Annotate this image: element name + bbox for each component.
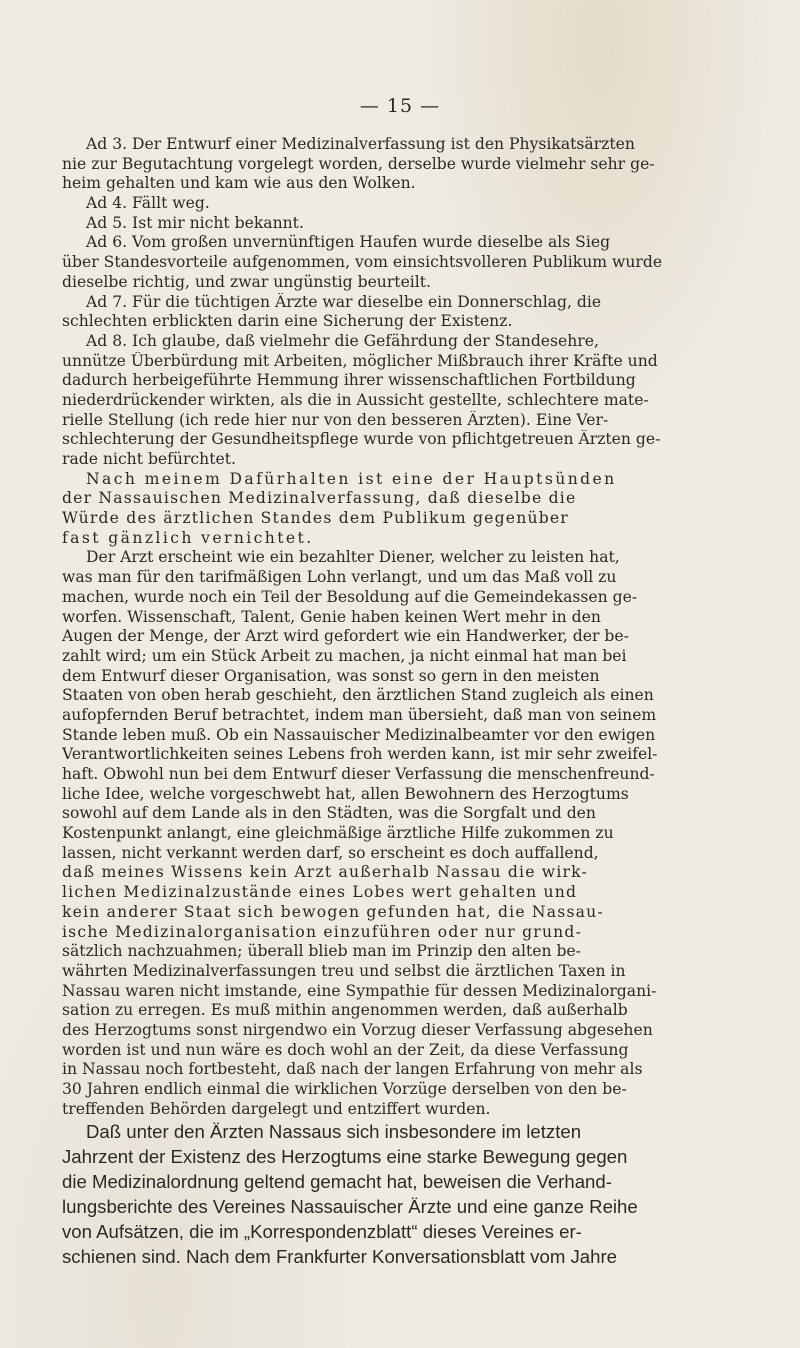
text-line: dieselbe richtig, und zwar ungünstig beurteilt. (62, 272, 431, 291)
text-line: Nassau waren nicht imstande, eine Sympathie für dessen Medizinalorgani- (62, 981, 657, 1000)
text-line: lungsberichte des Vereines Nassauischer Ärzte und eine ganze Reihe (62, 1196, 638, 1218)
text-line: aufopfernden Beruf betrachtet, indem man übersieht, daß man von seinem (62, 705, 657, 724)
text-line: 30 Jahren endlich einmal die wirklichen Vorzüge derselben von den be- (62, 1080, 627, 1098)
text-line: zahlt wird; um ein Stück Arbeit zu machen, ja nicht einmal hat man bei (62, 646, 627, 665)
text-line: worden ist und nun wäre es doch wohl an der Zeit, da diese Verfassung (62, 1040, 629, 1059)
text-line: über Standesvorteile aufgenommen, vom einsichtsvolleren Publikum wurde (62, 253, 663, 272)
emphasized-line: ische Medizinalorganisation einzuführen oder nur grund- (62, 922, 583, 941)
text-line: unnütze Überbürdung mit Arbeiten, möglicher Mißbrauch ihrer Kräfte und (62, 351, 658, 370)
text-line: Ad 3. Der Entwurf einer Medizinalverfassung ist den Physikatsärzten (86, 135, 635, 153)
text-line: Verantwortlichkeiten seines Lebens froh werden kann, ist mir sehr zweifel- (62, 745, 658, 764)
text-line: nie zur Begutachtung vorgelegt worden, derselbe wurde vielmehr sehr ge- (62, 154, 655, 173)
text-line: Staaten von oben herab geschieht, den ärztlichen Stand zugleich als einen (62, 686, 654, 705)
text-line: rielle Stellung (ich rede hier nur von den besseren Ärzten). Eine Ver- (62, 410, 609, 429)
text-line: in Nassau noch fortbesteht, daß nach der langen Erfahrung von mehr als (62, 1060, 643, 1079)
text-line: Kostenpunkt anlangt, eine gleichmäßige ärztliche Hilfe zukommen zu (62, 824, 614, 843)
text-line: rade nicht befürchtet. (62, 450, 236, 468)
text-line: schlechten erblickten darin eine Sicherung der Existenz. (62, 312, 513, 331)
text-line: dadurch herbeigeführte Hemmung ihrer wissenschaftlichen Fortbildung (62, 371, 636, 390)
text-line: lassen, nicht verkannt werden darf, so erscheint es doch auffallend, (62, 843, 599, 862)
text-line: schlechterung der Gesundheitspflege wurde von pflichtgetreuen Ärzten ge- (62, 430, 661, 449)
text-line: Stande leben muß. Ob ein Nassauischer Medizinalbeamter vor den ewigen (62, 725, 656, 744)
text-line: niederdrückender wirkten, als die in Aussicht gestellte, schlechtere mate- (62, 390, 649, 409)
text-line: Ad 4. Fällt weg. (86, 194, 210, 213)
text-line: Ad 5. Ist mir nicht bekannt. (86, 213, 304, 232)
body-text (62, 135, 762, 1269)
text-line: Jahrzent der Existenz des Herzogtums eine starke Bewegung gegen (62, 1146, 628, 1168)
text-line: machen, wurde noch ein Teil der Besoldung auf die Gemeindekassen ge- (62, 587, 638, 606)
text-line: von Aufsätzen, die im „Korrespondenzblatt“ dieses Vereines er- (62, 1221, 582, 1243)
text-line: Daß unter den Ärzten Nassaus sich insbesondere im letzten (86, 1121, 582, 1143)
text-line: worfen. Wissenschaft, Talent, Genie haben keinen Wert mehr in den (62, 607, 601, 626)
text-line: die Medizinalordnung geltend gemacht hat, beweisen die Verhand- (62, 1171, 612, 1193)
text-line: sätzlich nachzuahmen; überall blieb man im Prinzip den alten be- (62, 942, 581, 961)
emphasized-line: kein anderer Staat sich bewogen gefunden hat, die Nassau- (62, 902, 604, 921)
page-number: — 15 — (359, 95, 441, 117)
text-line: treffenden Behörden dargelegt und entziffert wurden. (62, 1099, 491, 1118)
text-line: Der Arzt erscheint wie ein bezahlter Diener, welcher zu leisten hat, (86, 548, 620, 567)
text-line: sation zu erregen. Es muß mithin angenommen werden, daß außerhalb (62, 1001, 628, 1020)
text-line: Ad 8. Ich glaube, daß vielmehr die Gefährdung der Standesehre, (86, 331, 599, 350)
text-line: sowohl auf dem Lande als in den Städten, was die Sorgfalt und den (62, 804, 596, 823)
text-line: Ad 7. Für die tüchtigen Ärzte war dieselbe ein Donnerschlag, die (86, 292, 602, 311)
text-line: Ad 6. Vom großen unvernünftigen Haufen wurde dieselbe als Sieg (86, 233, 611, 252)
emphasized-line: daß meines Wissens kein Arzt außerhalb Nassau die wirk- (62, 863, 589, 882)
text-line: haft. Obwohl nun bei dem Entwurf dieser Verfassung die menschenfreund- (62, 765, 655, 783)
text-line: was man für den tarifmäßigen Lohn verlangt, und um das Maß voll zu (62, 568, 617, 587)
text-line: des Herzogtums sonst nirgendwo ein Vorzug dieser Verfassung abgesehen (62, 1020, 653, 1039)
text-line: schienen sind. Nach dem Frankfurter Konversationsblatt vom Jahre (62, 1246, 617, 1268)
text-line: liche Idee, welche vorgeschwebt hat, allen Bewohnern des Herzogtums (62, 784, 629, 803)
emphasized-line: der Nassauischen Medizinalverfassung, daß dieselbe die (62, 489, 577, 508)
text-line: währten Medizinalverfassungen treu und selbst die ärztlichen Taxen in (62, 961, 626, 980)
text-line: dem Entwurf dieser Organisation, was sonst so gern in den meisten (62, 666, 600, 685)
emphasized-line: lichen Medizinalzustände eines Lobes wert gehalten und (62, 883, 578, 902)
emphasized-line: Nach meinem Dafürhalten ist eine der Hauptsünden (86, 469, 617, 488)
text-line: Augen der Menge, der Arzt wird gefordert wie ein Handwerker, der be- (62, 627, 629, 646)
emphasized-line: Würde des ärztlichen Standes dem Publikum gegenüber (62, 509, 569, 528)
text-line: heim gehalten und kam wie aus den Wolken. (62, 174, 416, 193)
emphasized-line: fast gänzlich vernichtet. (62, 528, 314, 547)
